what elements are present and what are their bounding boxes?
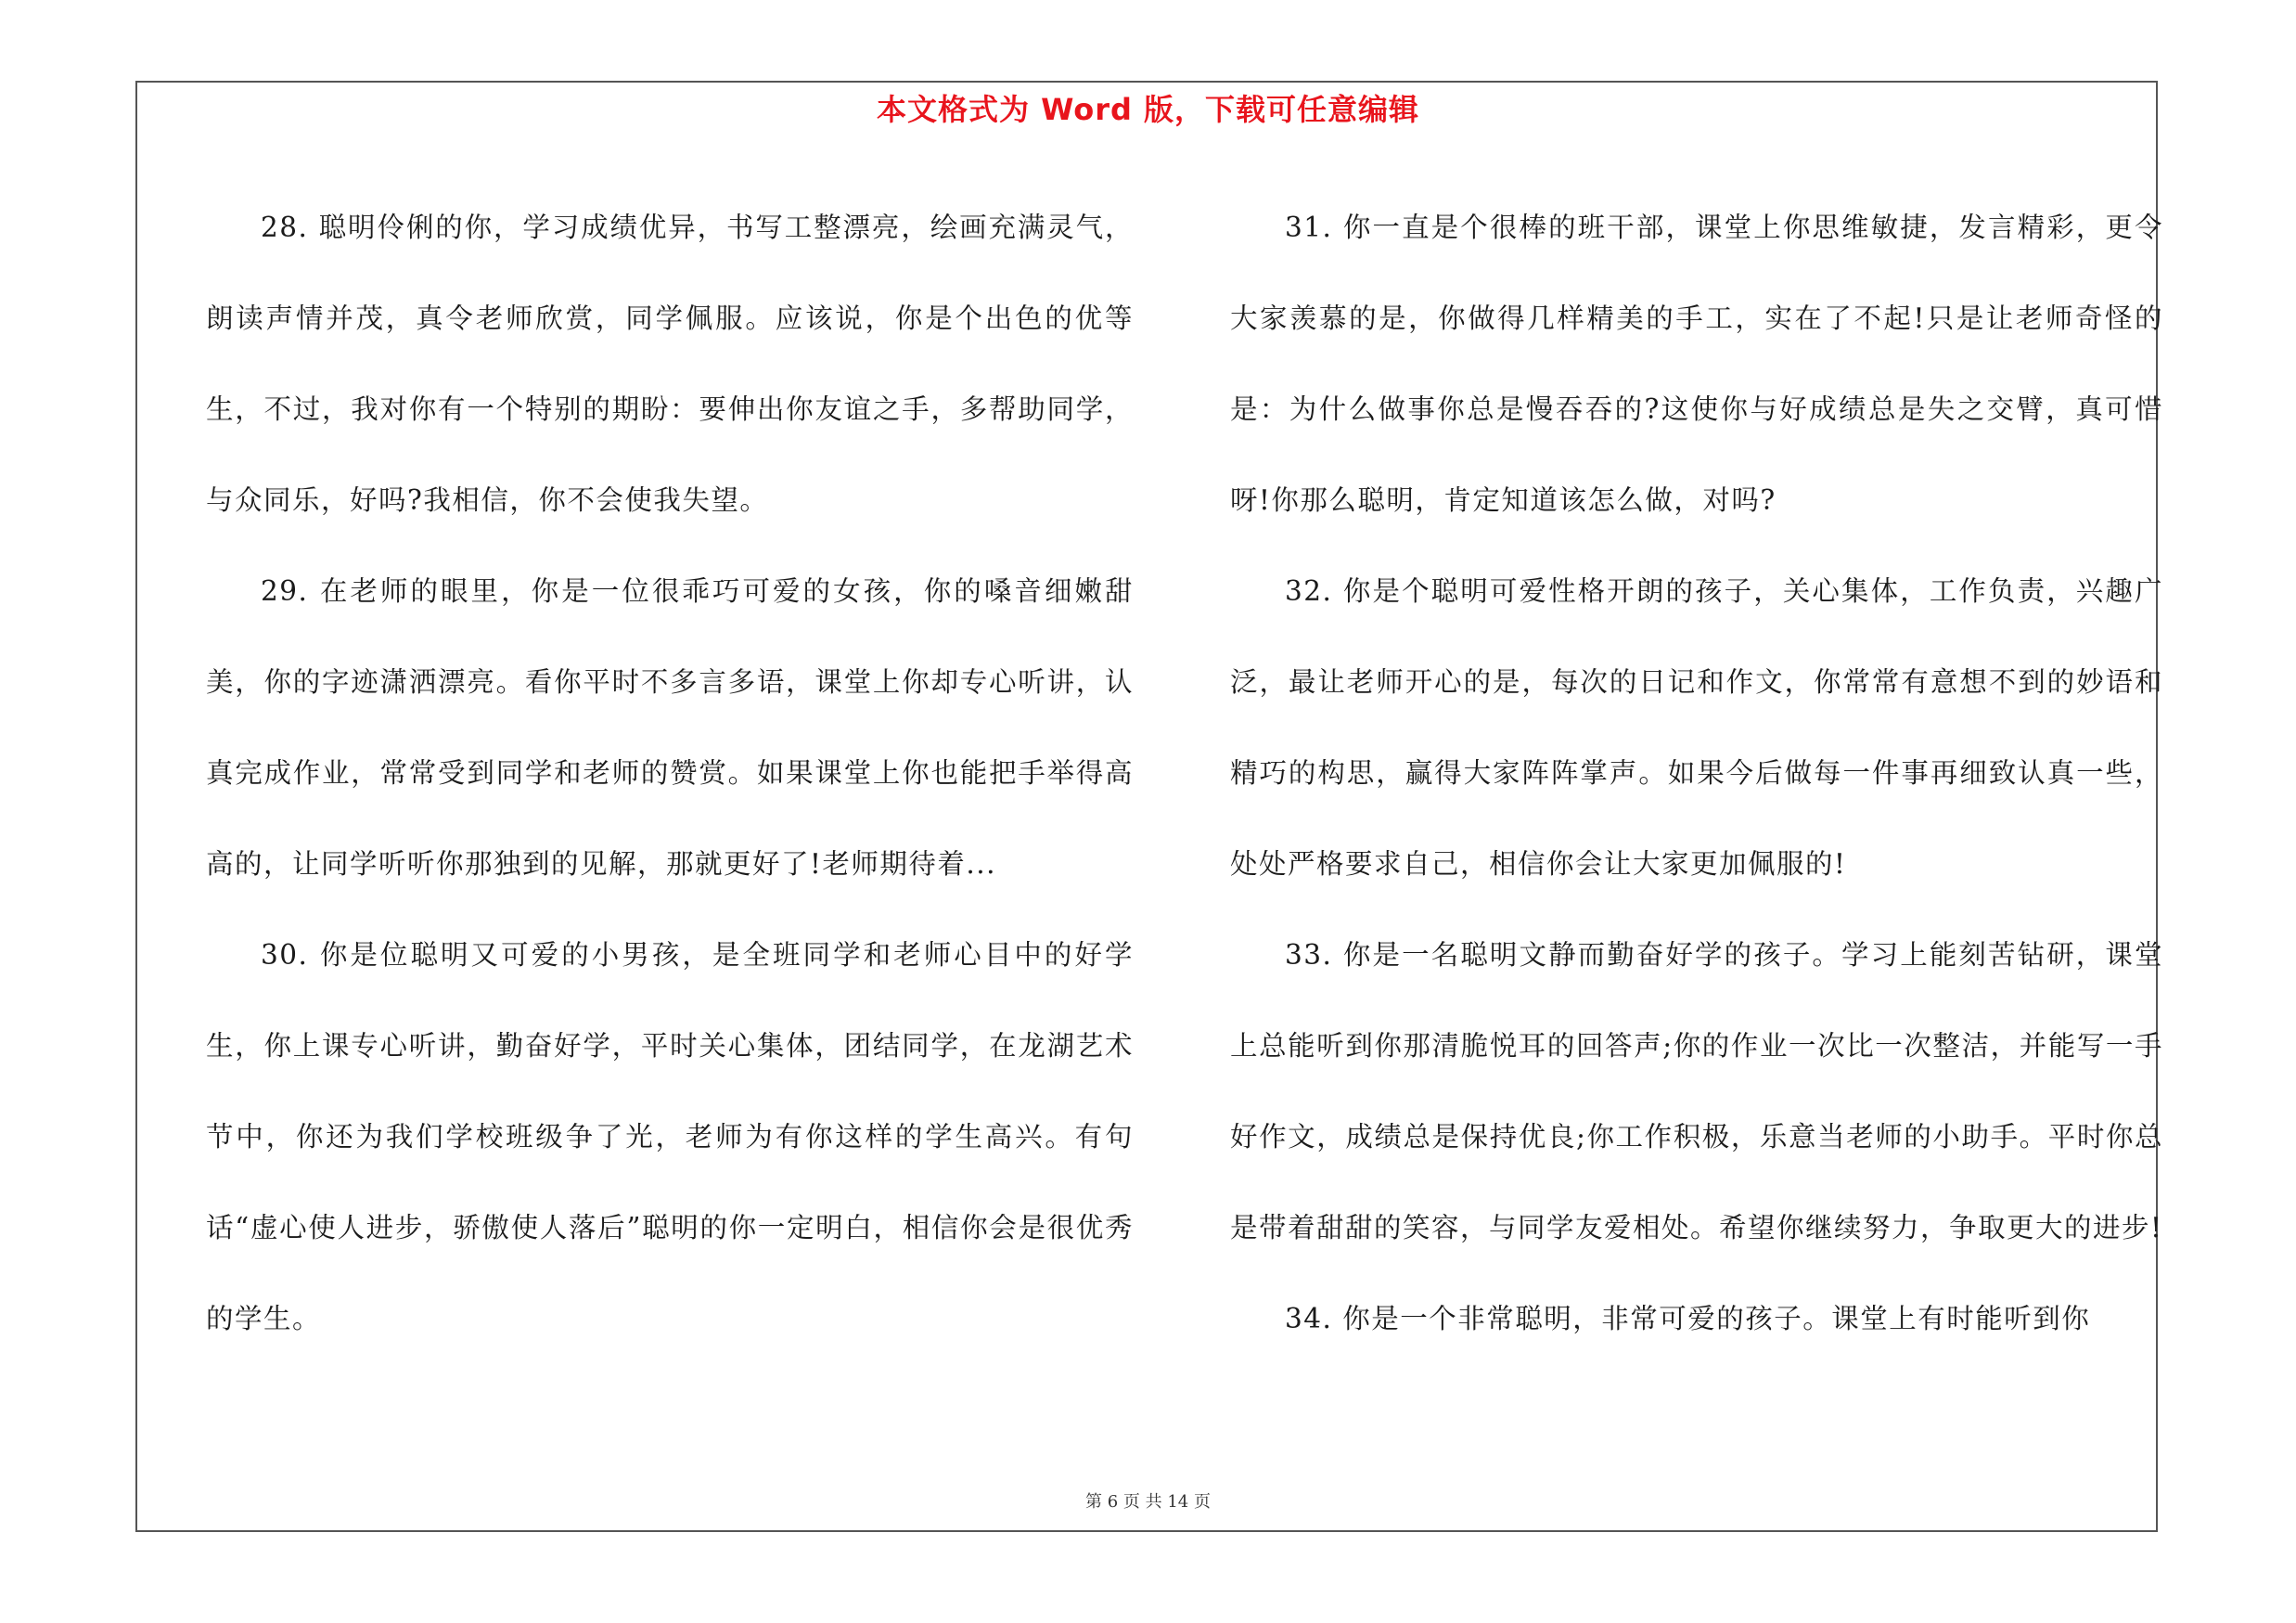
comment-paragraph-33: 33. 你是一名聪明文静而勤奋好学的孩子。学习上能刻苦钻研，课堂上总能听到你那清脆悦耳的回答声;你的作业一次比一次整洁，并能写一手好作文，成绩总是保持优良;你工作积极，乐意当老师的小助手。平时你总是带着甜甜的笑容，与同学友爱相处。希望你继续努力，争取更大的进步! (1230, 939, 2163, 1243)
format-banner: 本文格式为 Word 版，下载可任意编辑 (876, 92, 1420, 127)
comment-paragraph-30: 30. 你是位聪明又可爱的小男孩，是全班同学和老师心目中的好学生，你上课专心听讲，勤奋好学，平时关心集体，团结同学，在龙湖艺术节中，你还为我们学校班级争了光，老师为有你这样的学生高兴。有句话“虚心使人进步，骄傲使人落后”聪明的你一定明白，相信你会是很优秀的学生。 (206, 939, 1134, 1334)
comment-paragraph-32: 32. 你是个聪明可爱性格开朗的孩子，关心集体，工作负责，兴趣广泛，最让老师开心的是，每次的日记和作文，你常常有意想不到的妙语和精巧的构思，赢得大家阵阵掌声。如果今后做每一件事再细致认真一些，处处严格要求自己，相信你会让大家更加佩服的! (1230, 575, 2163, 880)
left-column (206, 182, 1134, 1364)
comment-paragraph-34: 34. 你是一个非常聪明，非常可爱的孩子。课堂上有时能听到你 (1285, 1303, 2091, 1334)
comment-paragraph-29: 29. 在老师的眼里，你是一位很乖巧可爱的女孩，你的嗓音细嫩甜美，你的字迹潇洒漂亮。看你平时不多言多语，课堂上你却专心听讲，认真完成作业，常常受到同学和老师的赞赏。如果课堂上你也能把手举得高高的，让同学听听你那独到的见解，那就更好了!老师期待着... (206, 575, 1134, 880)
comment-paragraph-31: 31. 你一直是个很棒的班干部，课堂上你思维敏捷，发言精彩，更令大家羡慕的是，你做得几样精美的手工，实在了不起!只是让老师奇怪的是：为什么做事你总是慢吞吞的?这使你与好成绩总是失之交臂，真可惜呀!你那么聪明，肯定知道该怎么做，对吗? (1230, 212, 2163, 516)
comment-paragraph-28: 28. 聪明伶俐的你，学习成绩优异，书写工整漂亮，绘画充满灵气，朗读声情并茂，真令老师欣赏，同学佩服。应该说，你是个出色的优等生，不过，我对你有一个特别的期盼：要伸出你友谊之手，多帮助同学，与众同乐，好吗?我相信，你不会使我失望。 (206, 212, 1134, 516)
page-number-footer: 第 6 页 共 14 页 (1085, 1492, 1211, 1512)
right-column (1230, 182, 2163, 1364)
